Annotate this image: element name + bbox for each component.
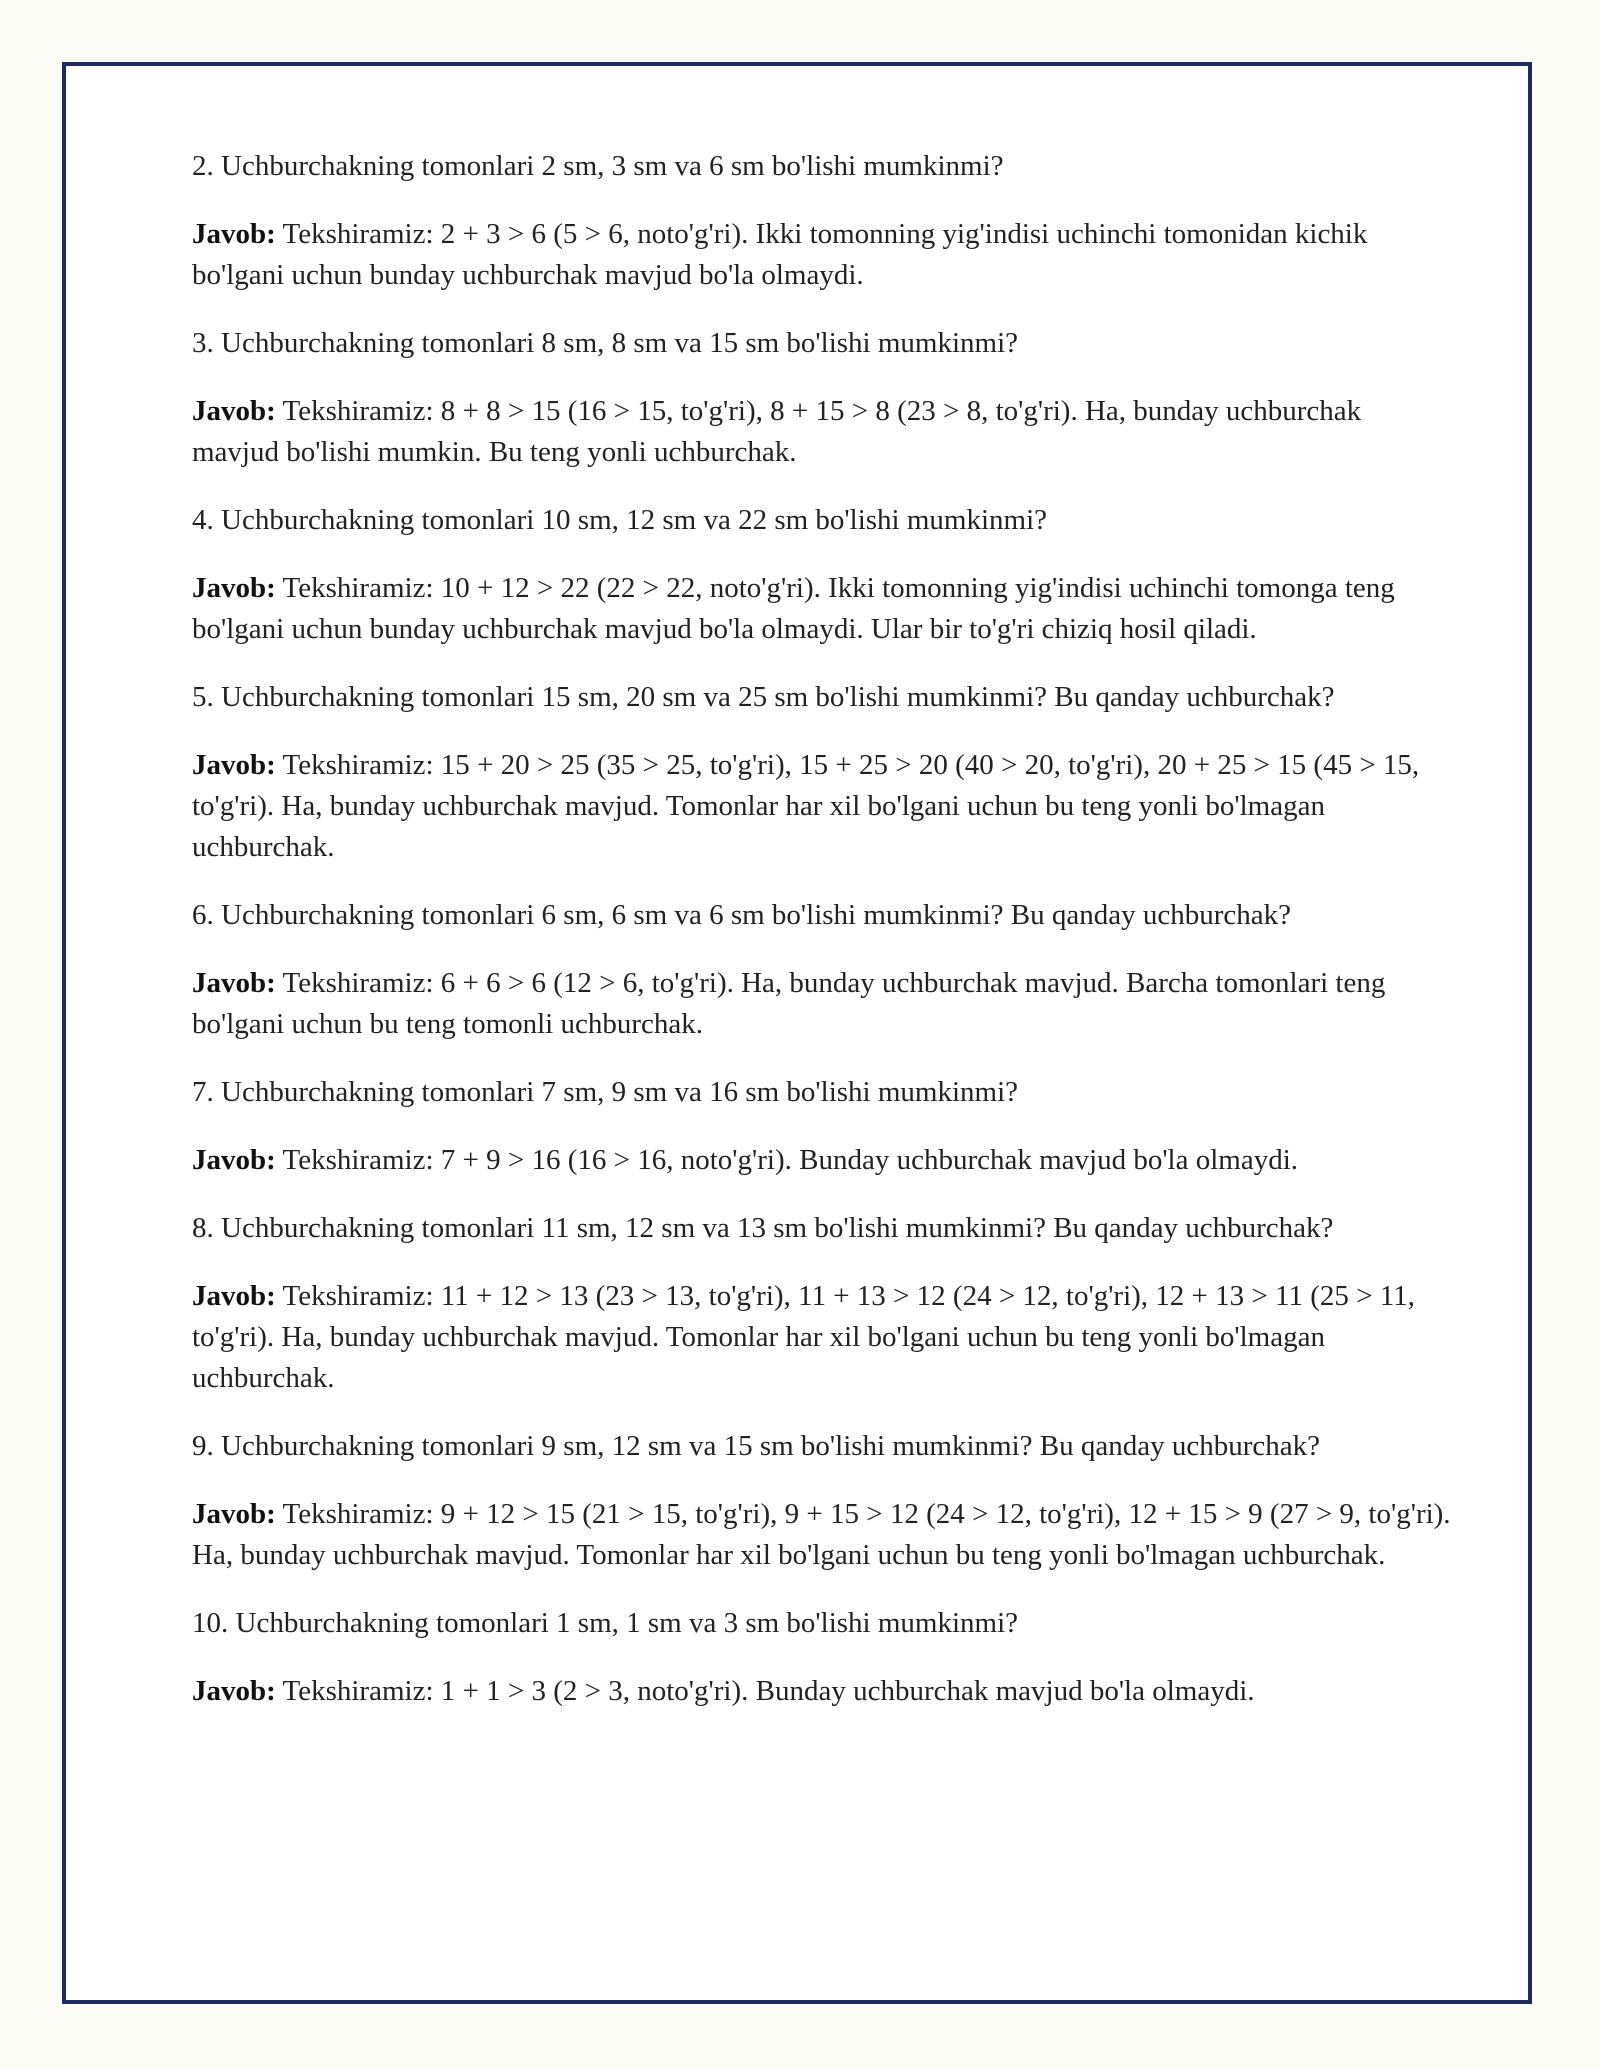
answer-text: Tekshiramiz: 10 + 12 > 22 (22 > 22, noto'g'ri). Ikki tomonning yig'indisi uchinchi tomonga teng bo'lgani uchun bunday uchburchak mavjud bo'la olmaydi. Ular bir to'g'ri chiziq hosil qiladi.: [192, 572, 1395, 645]
answer-text: Tekshiramiz: 9 + 12 > 15 (21 > 15, to'g'ri), 9 + 15 > 12 (24 > 12, to'g'ri), 12 + 15 > 9 (27 > 9, to'g'ri). Ha, bunday uchburchak mavjud. Tomonlar har xil bo'lgani uchun bu teng yonli bo'lmagan uchburchak.: [192, 1498, 1451, 1571]
answer-4: [192, 568, 1452, 650]
question-3: 3. Uchburchakning tomonlari 8 sm, 8 sm va 15 sm bo'lishi mumkinmi?: [192, 327, 1019, 359]
answer-9: [192, 1494, 1452, 1576]
answer-label: Javob:: [192, 749, 276, 781]
answer-text: Tekshiramiz: 6 + 6 > 6 (12 > 6, to'g'ri). Ha, bunday uchburchak mavjud. Barcha tomonlari teng bo'lgani uchun bu teng tomonli uchburchak.: [192, 967, 1386, 1040]
question-2: 2. Uchburchakning tomonlari 2 sm, 3 sm va 6 sm bo'lishi mumkinmi?: [192, 150, 1004, 182]
answer-label: Javob:: [192, 1144, 276, 1176]
question-6: 6. Uchburchakning tomonlari 6 sm, 6 sm va 6 sm bo'lishi mumkinmi? Bu qanday uchburchak?: [192, 899, 1291, 931]
question-9: 9. Uchburchakning tomonlari 9 sm, 12 sm va 15 sm bo'lishi mumkinmi? Bu qanday uchburchak?: [192, 1430, 1320, 1462]
answer-2: [192, 214, 1452, 296]
answer-label: Javob:: [192, 1498, 276, 1530]
question-4: 4. Uchburchakning tomonlari 10 sm, 12 sm va 22 sm bo'lishi mumkinmi?: [192, 504, 1048, 536]
answer-label: Javob:: [192, 1280, 276, 1312]
answer-text: Tekshiramiz: 11 + 12 > 13 (23 > 13, to'g'ri), 11 + 13 > 12 (24 > 12, to'g'ri), 12 + 13 > 11 (25 > 11, to'g'ri). Ha, bunday uchburchak mavjud. Tomonlar har xil bo'lgani uchun bu teng yonli bo'lmagan uchburchak.: [192, 1280, 1415, 1394]
answer-text: Tekshiramiz: 7 + 9 > 16 (16 > 16, noto'g'ri). Bunday uchburchak mavjud bo'la olmaydi.: [282, 1144, 1299, 1176]
question-7: 7. Uchburchakning tomonlari 7 sm, 9 sm va 16 sm bo'lishi mumkinmi?: [192, 1076, 1019, 1108]
question-10: 10. Uchburchakning tomonlari 1 sm, 1 sm va 3 sm bo'lishi mumkinmi?: [192, 1607, 1019, 1639]
answer-text: Tekshiramiz: 8 + 8 > 15 (16 > 15, to'g'ri), 8 + 15 > 8 (23 > 8, to'g'ri). Ha, bunday uchburchak mavjud bo'lishi mumkin. Bu teng yonli uchburchak.: [192, 395, 1362, 468]
document-body: [192, 146, 1452, 1739]
answer-text: Tekshiramiz: 1 + 1 > 3 (2 > 3, noto'g'ri). Bunday uchburchak mavjud bo'la olmaydi.: [282, 1675, 1255, 1707]
question-5: 5. Uchburchakning tomonlari 15 sm, 20 sm va 25 sm bo'lishi mumkinmi? Bu qanday uchburchak?: [192, 681, 1335, 713]
answer-label: Javob:: [192, 218, 276, 250]
answer-5: [192, 745, 1452, 868]
answer-7: [192, 1140, 1452, 1181]
answer-text: Tekshiramiz: 15 + 20 > 25 (35 > 25, to'g'ri), 15 + 25 > 20 (40 > 20, to'g'ri), 20 + 25 > 15 (45 > 15, to'g'ri). Ha, bunday uchburchak mavjud. Tomonlar har xil bo'lgani uchun bu teng yonli bo'lmagan uchburchak.: [192, 749, 1420, 863]
answer-label: Javob:: [192, 395, 276, 427]
answer-label: Javob:: [192, 572, 276, 604]
answer-label: Javob:: [192, 1675, 276, 1707]
answer-8: [192, 1276, 1452, 1399]
answer-text: Tekshiramiz: 2 + 3 > 6 (5 > 6, noto'g'ri). Ikki tomonning yig'indisi uchinchi tomonidan kichik bo'lgani uchun bunday uchburchak mavjud bo'la olmaydi.: [192, 218, 1368, 291]
answer-10: [192, 1671, 1452, 1712]
answer-6: [192, 963, 1452, 1045]
answer-3: [192, 391, 1452, 473]
question-8: 8. Uchburchakning tomonlari 11 sm, 12 sm va 13 sm bo'lishi mumkinmi? Bu qanday uchburchak?: [192, 1212, 1334, 1244]
answer-label: Javob:: [192, 967, 276, 999]
page-frame: [62, 62, 1532, 2004]
